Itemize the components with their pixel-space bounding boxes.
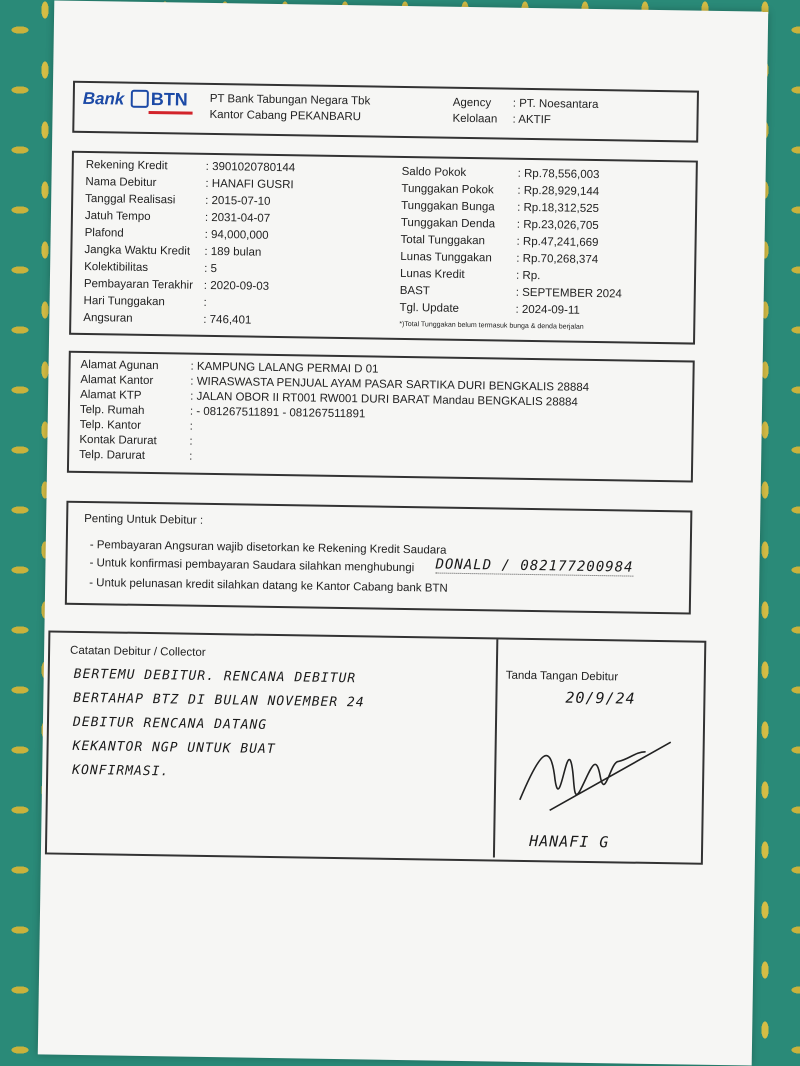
credit-value: : 3901020780144 <box>205 160 296 175</box>
notes-title: Catatan Debitur / Collector <box>70 644 206 659</box>
credit-label: Jatuh Tempo <box>84 209 151 223</box>
credit-value: : 2024-09-11 <box>515 303 580 317</box>
address-value: : <box>189 450 193 463</box>
address-label: Telp. Darurat <box>79 448 146 462</box>
kelolaan-value: : AKTIF <box>512 113 551 127</box>
credit-value: : 5 <box>204 262 218 276</box>
credit-value: : Rp. <box>515 269 541 283</box>
credit-value: : Rp.78,556,003 <box>517 167 600 182</box>
important-title: Penting Untuk Debitur : <box>84 512 204 527</box>
credit-label: Tanggal Realisasi <box>85 192 176 207</box>
address-box <box>67 351 695 483</box>
handwritten-note-line: BERTAHAP BTZ DI BULAN NOVEMBER 24 <box>73 690 365 711</box>
handwritten-contact: DONALD / 082177200984 <box>435 556 634 576</box>
credit-value: : Rp.23,026,705 <box>516 218 599 233</box>
agency-label: Agency <box>452 96 492 110</box>
credit-label: Pembayaran Terakhir <box>83 277 194 292</box>
credit-label: Plafond <box>84 226 124 240</box>
credit-value: : <box>203 296 207 309</box>
address-value: : <box>189 420 193 433</box>
credit-label: Angsuran <box>83 311 133 325</box>
signature-divider <box>493 639 498 857</box>
signature-title: Tanda Tangan Debitur <box>505 669 619 684</box>
credit-label: Tunggakan Bunga <box>401 199 495 214</box>
address-value: : JALAN OBOR II RT001 RW001 DURI BARAT Mandau BENGKALIS 28884 <box>190 390 578 409</box>
important-item: - Untuk konfirmasi pembayaran Saudara silahkan menghubungi <box>89 557 415 575</box>
credit-label: Tgl. Update <box>399 301 460 315</box>
credit-label: Hari Tunggakan <box>83 294 165 309</box>
credit-value: : 2031-04-07 <box>204 211 271 225</box>
important-item: - Pembayaran Angsuran wajib disetorkan ke Rekening Kredit Saudara <box>89 539 447 557</box>
credit-label: Kolektibilitas <box>84 260 149 274</box>
credit-value: : 2020-09-03 <box>203 279 270 293</box>
credit-value: : SEPTEMBER 2024 <box>515 286 622 301</box>
credit-value: : 189 bulan <box>204 245 262 259</box>
credit-footnote: *)Total Tunggakan belum termasuk bunga & denda berjalan <box>399 320 584 331</box>
credit-value: : Rp.70,268,374 <box>516 252 599 267</box>
handwritten-note-line: KEKANTOR NGP UNTUK BUAT <box>72 738 276 758</box>
handwritten-note-line: BERTEMU DEBITUR. RENCANA DEBITUR <box>73 666 357 687</box>
credit-label: Lunas Tunggakan <box>400 250 492 265</box>
important-box <box>65 501 693 615</box>
address-value: : <box>189 435 193 448</box>
credit-label: BAST <box>399 284 430 298</box>
credit-label: Lunas Kredit <box>399 267 465 281</box>
credit-value: : Rp.28,929,144 <box>517 184 600 199</box>
credit-label: Total Tunggakan <box>400 233 486 248</box>
credit-value: : 2015-07-10 <box>205 194 271 208</box>
address-label: Alamat KTP <box>80 388 142 402</box>
logo-red-stripe <box>149 111 193 115</box>
credit-value: : HANAFI GUSRI <box>205 177 294 192</box>
logo-bank-text: Bank <box>82 88 125 109</box>
credit-value: : Rp.18,312,525 <box>517 201 600 216</box>
signature-date: 20/9/24 <box>565 688 636 708</box>
header-box <box>72 81 699 143</box>
kelolaan-label: Kelolaan <box>452 112 498 126</box>
signature-scribble <box>510 730 681 823</box>
address-label: Kontak Darurat <box>79 433 157 448</box>
credit-label: Nama Debitur <box>85 175 157 190</box>
credit-label: Tunggakan Pokok <box>401 182 494 197</box>
statement-paper <box>38 0 768 1065</box>
credit-value: : Rp.47,241,669 <box>516 235 599 250</box>
address-label: Alamat Kantor <box>80 373 154 388</box>
address-label: Telp. Kantor <box>79 418 142 432</box>
credit-label: Jangka Waktu Kredit <box>84 243 191 258</box>
address-label: Alamat Agunan <box>80 358 159 373</box>
address-value: : KAMPUNG LALANG PERMAI D 01 <box>190 360 379 376</box>
bank-name: PT Bank Tabungan Negara Tbk <box>209 92 371 108</box>
credit-label: Rekening Kredit <box>85 158 168 173</box>
credit-value: : 746,401 <box>203 313 252 327</box>
logo-house-icon <box>131 90 149 108</box>
logo-btn-text: BTN <box>150 88 188 110</box>
address-value: : - 081267511891 - 081267511891 <box>189 405 366 421</box>
address-label: Telp. Rumah <box>79 403 145 417</box>
important-item: - Untuk pelunasan kredit silahkan datang ke Kantor Cabang bank BTN <box>89 577 448 595</box>
notes-box <box>45 630 706 864</box>
agency-value: : PT. Noesantara <box>512 97 599 112</box>
branch-name: Kantor Cabang PEKANBARU <box>209 108 362 124</box>
address-value: : WIRASWASTA PENJUAL AYAM PASAR SARTIKA DURI BENGKALIS 28884 <box>190 375 590 394</box>
credit-label: Saldo Pokok <box>401 165 467 179</box>
handwritten-note-line: KONFIRMASI. <box>72 762 170 780</box>
credit-info-box <box>69 151 698 345</box>
handwritten-note-line: DEBITUR RENCANA DATANG <box>72 714 268 733</box>
signature-name: HANAFI G <box>529 832 610 852</box>
credit-value: : 94,000,000 <box>204 228 269 242</box>
credit-label: Tunggakan Denda <box>400 216 496 231</box>
